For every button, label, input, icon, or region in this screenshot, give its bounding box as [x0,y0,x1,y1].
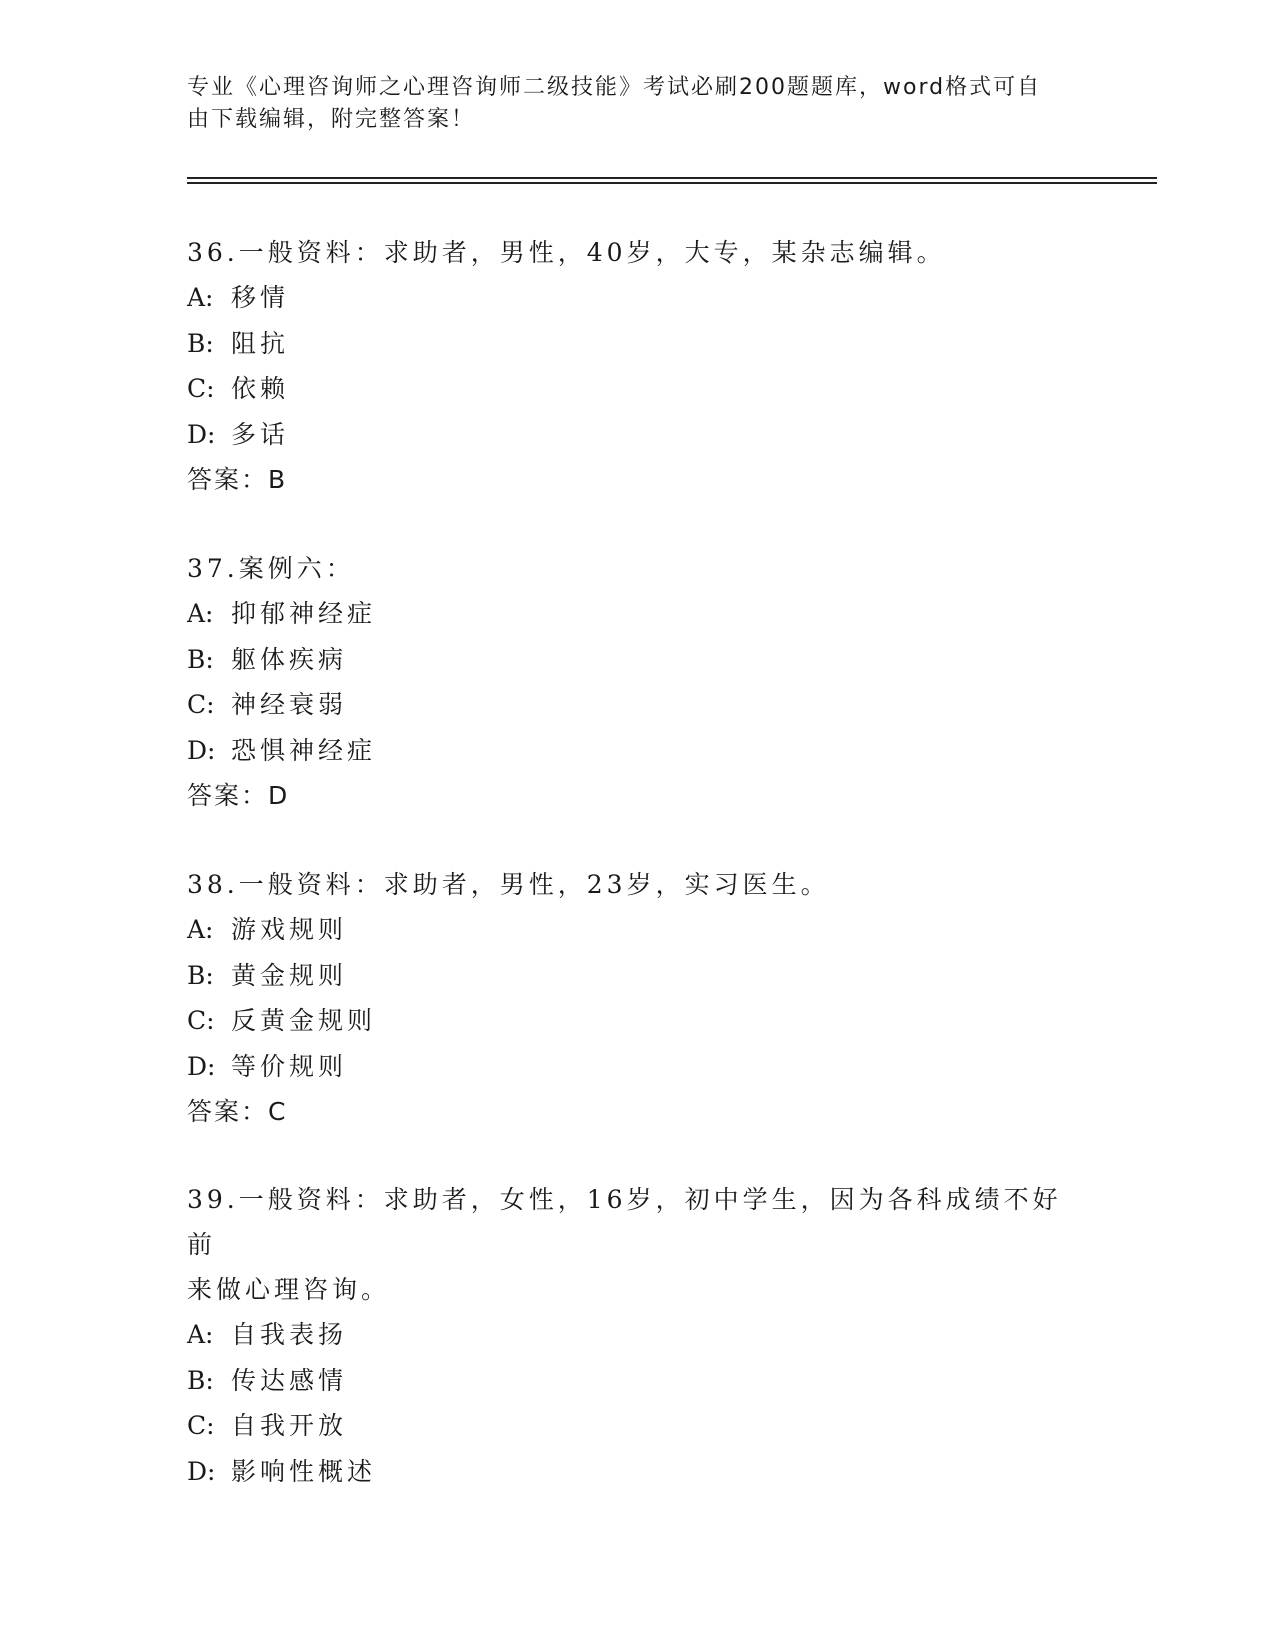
header-divider-top [187,177,1157,179]
option-text: 多话 [231,419,290,449]
question-stem: 38.一般资料：求助者，男性，23岁，实习医生。 [187,870,830,899]
answer-line: 答案：C [187,1097,288,1126]
option-letter: A: [187,915,214,944]
option-letter: C: [187,690,215,719]
option-d [187,412,1087,458]
option-letter: D: [187,419,216,449]
option-d [187,728,1087,774]
option-text: 恐惧神经症 [231,735,377,765]
question-37 [187,546,1087,819]
option-text: 移情 [231,283,290,312]
option-text: 神经衰弱 [231,690,348,719]
option-text: 阻抗 [231,328,290,358]
option-d [187,1044,1087,1090]
option-a [187,907,1087,953]
header-line-2: 由下载编辑，附完整答案！ [187,107,476,132]
option-letter: C: [187,1006,215,1035]
option-text: 躯体疾病 [231,644,348,674]
option-b [187,1358,1087,1404]
option-letter: B: [187,1365,214,1395]
option-b [187,321,1087,367]
question-stem-line-1: 39.一般资料：求助者，女性，16岁，初中学生，因为各科成绩不好前 [187,1185,1062,1259]
header-line-1: 专业《心理咨询师之心理咨询师二级技能》考试必刷200题题库，word格式可自 [187,75,1042,100]
option-c [187,998,1087,1044]
answer-line: 答案：B [187,465,288,494]
header-divider-bottom [187,182,1157,184]
option-c [187,1403,1087,1449]
answer-line: 答案：D [187,781,290,810]
option-letter: B: [187,328,214,358]
question-39 [187,1177,1087,1494]
option-letter: D: [187,1051,216,1081]
question-stem: 37.案例六： [187,554,355,583]
option-a [187,591,1087,637]
option-letter: A: [187,1320,214,1349]
option-text: 黄金规则 [231,960,348,990]
option-letter: A: [187,599,214,628]
option-text: 自我表扬 [231,1320,348,1349]
option-c [187,366,1087,412]
option-text: 反黄金规则 [231,1006,377,1035]
option-text: 传达感情 [231,1365,348,1395]
option-text: 自我开放 [231,1411,348,1440]
option-letter: B: [187,644,214,674]
option-text: 依赖 [231,374,290,403]
question-stem-line-2: 来做心理咨询。 [187,1275,391,1304]
option-letter: A: [187,283,214,312]
question-stem: 36.一般资料：求助者，男性，40岁，大专，某杂志编辑。 [187,238,946,267]
option-letter: C: [187,374,215,403]
option-text: 游戏规则 [231,915,348,944]
option-b [187,637,1087,683]
option-b [187,953,1087,999]
option-letter: B: [187,960,214,990]
option-text: 等价规则 [231,1051,348,1081]
option-a [187,275,1087,321]
option-text: 抑郁神经症 [231,599,377,628]
question-38 [187,862,1087,1135]
option-a [187,1312,1087,1358]
option-c [187,682,1087,728]
option-letter: D: [187,1456,216,1486]
option-letter: C: [187,1411,215,1440]
option-d [187,1449,1087,1495]
question-36 [187,230,1087,503]
option-letter: D: [187,735,216,765]
document-header [187,72,1067,136]
option-text: 影响性概述 [231,1456,377,1486]
